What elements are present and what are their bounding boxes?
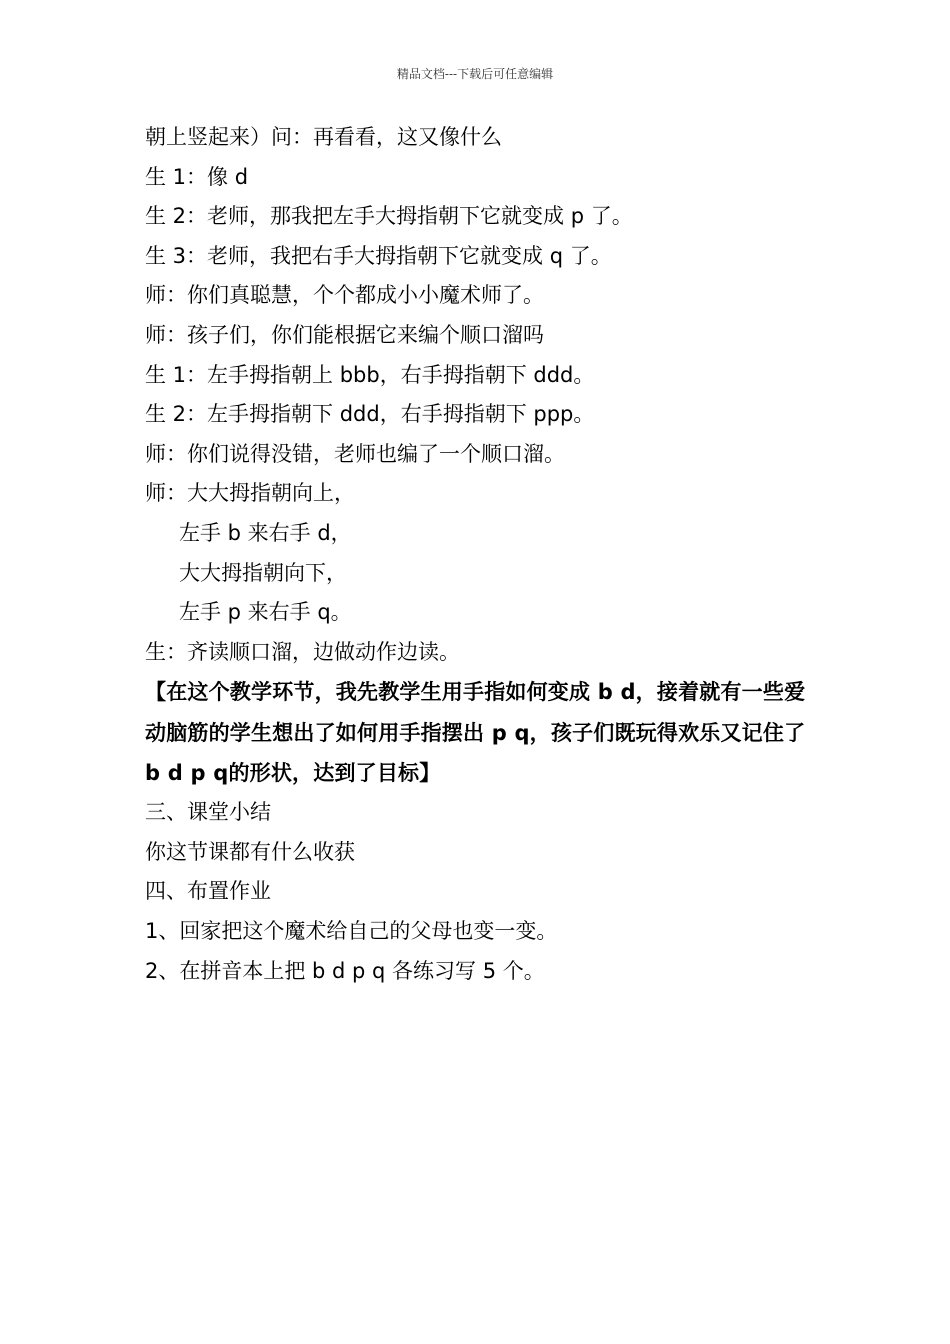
- text-line: 师：你们说得没错，老师也编了一个顺口溜。: [145, 441, 565, 466]
- text-line: 生 2：左手拇指朝下 ddd，右手拇指朝下 ppp。: [145, 402, 595, 427]
- text-line: 你这节课都有什么收获: [145, 839, 355, 864]
- text-line: 生 3：老师，我把右手大拇指朝下它就变成 q 了。: [145, 243, 612, 268]
- teaching-note: 【在这个教学环节，我先教学生用手指如何变成 b d，接着就有一些爱动脑筋的学生想出了如何用手指摆出 p q，孩子们既玩得欢乐又记住了 b d p q的形状，达到了目标】: [145, 680, 806, 785]
- text-line: 生 1：像 d: [145, 164, 249, 189]
- page-header: 精品文档---下载后可任意编辑: [396, 67, 554, 81]
- text-line: 生 1：左手拇指朝上 bbb，右手拇指朝下 ddd。: [145, 362, 595, 387]
- section-heading: 三、课堂小结: [145, 800, 271, 825]
- text-line: 师：孩子们，你们能根据它来编个顺口溜吗: [145, 322, 544, 347]
- rhyme-line: 左手 p 来右手 q。: [179, 600, 352, 625]
- homework-item: 2、在拼音本上把 b d p q 各练习写 5 个。: [145, 958, 545, 983]
- document-body: [145, 118, 825, 991]
- text-line: 生 2：老师，那我把左手大拇指朝下它就变成 p 了。: [145, 204, 633, 229]
- text-line: 朝上竖起来）问：再看看，这又像什么: [145, 125, 502, 149]
- text-line: 师：大大拇指朝向上，: [145, 481, 355, 506]
- rhyme-line: 左手 b 来右手 d，: [179, 520, 352, 545]
- section-heading: 四、布置作业: [145, 879, 271, 904]
- text-line: 生：齐读顺口溜，边做动作边读。: [145, 639, 460, 664]
- text-line: 师：你们真聪慧，个个都成小小魔术师了。: [145, 283, 544, 308]
- rhyme-line: 大大拇指朝向下，: [179, 560, 347, 585]
- homework-item: 1、回家把这个魔术给自己的父母也变一变。: [145, 918, 558, 943]
